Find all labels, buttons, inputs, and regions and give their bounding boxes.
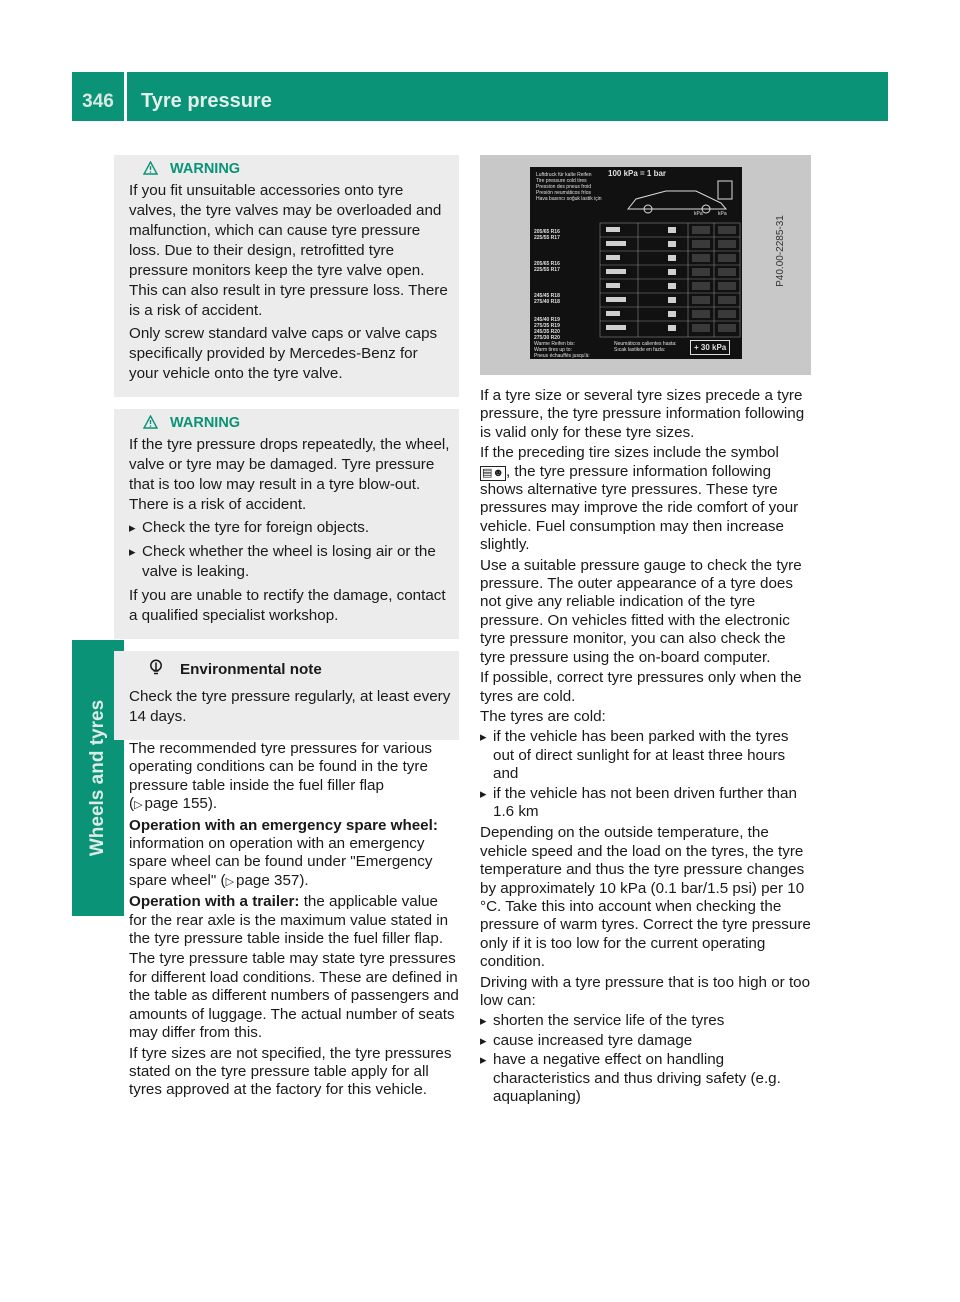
paragraph-text: information on operation with an emergency spare wheel can be found under "Emergency spare wheel" ( [129, 835, 433, 889]
environmental-note-heading-text: Environmental note [180, 661, 322, 678]
paragraph: If possible, correct tyre pressures only when the tyres are cold. [480, 669, 802, 705]
paragraph-label: Operation with a trailer: [129, 893, 300, 911]
cold-tyres-list [480, 728, 813, 821]
label-text-line: Warm tires up to: [534, 347, 572, 353]
tyre-pressure-label-photo [480, 155, 811, 375]
label-warm-tyres [534, 341, 604, 359]
paragraph: The recommended tyre pressures for various operating conditions can be found in the tyre pressure table inside the fuel filler flap (▷ page 155). [129, 740, 433, 813]
label-tyre-size: 275/35 R19 [534, 323, 560, 329]
paragraph [129, 893, 459, 948]
image-reference-code: P40.00-2285-31 [775, 215, 786, 287]
paragraph-text: The recommended tyre pressures for various operating conditions can be found in the tyre pressure table inside the fuel filler flap [129, 740, 433, 794]
warning-triangle-icon [143, 413, 159, 437]
label-text-line: Hava basıncı soğuk lastik için [536, 196, 602, 202]
paragraph: The tyre pressure table may state tyre pressures for different load conditions. These are defined in the table as different numbers of passengers and amounts of luggage. The actual number of seats may differ from this. [129, 950, 459, 1042]
label-unit: kPa [694, 211, 703, 217]
warning-bullet-list [129, 518, 451, 582]
label-tyre-size: 225/55 R17 [534, 235, 560, 241]
paragraph [480, 444, 813, 554]
warning-heading-text: WARNING [170, 161, 241, 177]
list-item: ▸ cause increased tyre damage [480, 1032, 813, 1050]
right-body-text [480, 387, 813, 1106]
label-text-line: Warme Reifen bis: [534, 341, 575, 347]
environmental-note-panel [114, 651, 459, 740]
label-tyre-size: 205/65 R16 [534, 229, 560, 235]
label-tyre-size: 275/40 R18 [534, 299, 560, 305]
warning-triangle-icon [143, 159, 159, 183]
label-tyre-size: 245/45 R18 [534, 293, 560, 299]
warning-text: Only screw standard valve caps or valve caps specifically provided by Mercedes-Benz for your vehicle onto the tyre valve. [129, 325, 438, 382]
paragraph: The tyres are cold: [480, 707, 606, 725]
list-item: ▸ if the vehicle has been parked with the tyres out of direct sunlight for at least three hours and [480, 728, 813, 783]
list-item: ▸ shorten the service life of the tyres [480, 1012, 813, 1030]
page-reference-arrow-icon: ▷ [225, 875, 235, 888]
paragraph-text: the applicable value for the rear axle is the maximum value stated in the tyre pressure table inside the fuel filler flap. [129, 893, 449, 948]
environmental-note-text: Check the tyre pressure regularly, at least every 14 days. [129, 688, 451, 725]
warning-text: If you are unable to rectify the damage, contact a qualified specialist workshop. [129, 587, 446, 624]
paragraph-text: , the tyre pressure information following shows alternative tyre pressures. These tyre pressures may improve the ride comfort of your vehicle. Fuel consumption may then increase slightly. [480, 462, 799, 554]
warning-heading [129, 411, 451, 435]
label-text-line: Pneus échauffés jusqu'à: [534, 353, 590, 359]
paragraph-label: Operation with an emergency spare wheel: [129, 816, 438, 834]
label-conversion: 100 kPa = 1 bar [608, 169, 667, 178]
list-item: ▸ have a negative effect on handling characteristics and thus driving safety (e.g. aquaplaning) [480, 1051, 813, 1106]
left-body-text [129, 740, 459, 1100]
page-reference-arrow-icon: ▷ [134, 799, 143, 812]
list-item: ▸ Check the tyre for foreign objects. [129, 518, 451, 538]
label-warm-tyres-alt [614, 341, 694, 353]
paragraph: If tyre sizes are not specified, the tyre pressures stated on the tyre pressure table apply for all tyres approved at the factory for this vehicle. [129, 1044, 452, 1099]
warning-text: If you fit unsuitable accessories onto tyre valves, the tyre valves may be overloaded and malfunction, which can cause tyre pressure loss. Due to their design, retrofitted tyre pressure monitors keep the tyre valve open. This can also result in tyre pressure loss. There is a risk of accident. [129, 182, 448, 319]
alternative-pressure-symbol-icon: ▤☻ [482, 466, 504, 479]
page-number: 346 [82, 91, 114, 112]
paragraph: Depending on the outside temperature, the vehicle speed and the load on the tyres, the tyre temperature and thus the tyre pressure changes by approximately 10 kPa (0.1 bar/1.5 psi) per 10 °C. Take this into account when checking the pressure of warm tyres. Correct the tyre pressure only if it is too low for the current operating condition. [480, 824, 811, 971]
label-languages [536, 172, 606, 202]
label-tyre-size: 225/55 R17 [534, 267, 560, 273]
paragraph: If a tyre size or several tyre sizes precede a tyre pressure, the tyre pressure information following is valid only for these tyre sizes. [480, 387, 805, 441]
warning-heading [129, 157, 451, 181]
label-warm-value: + 30 kPa [690, 340, 730, 355]
car-silhouette-icon [626, 179, 736, 214]
label-tyre-size: 275/30 R20 [534, 335, 560, 341]
page-reference-link[interactable]: page 155). [144, 795, 218, 813]
paragraph: Driving with a tyre pressure that is too high or too low can: [480, 973, 811, 1009]
list-item: ▸ if the vehicle has not been driven further than 1.6 km [480, 785, 813, 822]
label-unit: kPa [718, 211, 727, 217]
label-tyre-size: 245/35 R20 [534, 329, 560, 335]
paragraph-text: If the preceding tire sizes include the symbol [480, 444, 779, 462]
label-text-line: Tire pressure cold tires [536, 178, 587, 184]
label-tyre-size: 245/40 R19 [534, 317, 560, 323]
label-text-line: Presión neumáticos fríos [536, 190, 592, 196]
warning-panel-valves [114, 155, 459, 397]
warning-panel-pressure-drop [114, 409, 459, 639]
page-title: Tyre pressure [141, 90, 272, 112]
tyre-pressure-table-image [530, 167, 742, 359]
label-tyre-size: 205/65 R16 [534, 261, 560, 267]
label-text-line: Pression des pneus froid [536, 184, 592, 190]
paragraph [129, 817, 459, 892]
label-text-line: Neumáticos calientes hasta: [614, 341, 677, 347]
label-text-line: Sıcak lastikde en fazla: [614, 347, 666, 353]
label-table-grid [530, 219, 742, 339]
pressure-effects-list [480, 1012, 813, 1106]
page-reference-link[interactable]: page 357). [236, 871, 309, 889]
label-text-line: Luftdruck für kalte Reifen [536, 172, 592, 178]
paragraph: Use a suitable pressure gauge to check the tyre pressure. The outer appearance of a tyre does not give any reliable indication of the tyre pressure. On vehicles fitted with the electronic tyre pressure monitor, you can also check the tyre pressure using the on-board computer. [480, 556, 802, 666]
environmental-note-heading [129, 653, 451, 687]
section-tab-label: Wheels and tyres [87, 699, 108, 857]
header-divider [124, 72, 127, 121]
right-column [480, 155, 813, 1109]
list-item: ▸ Check whether the wheel is losing air or the valve is leaking. [129, 542, 451, 582]
warning-heading-text: WARNING [170, 415, 241, 431]
left-column [114, 155, 459, 1102]
warning-text: If the tyre pressure drops repeatedly, the wheel, valve or tyre may be damaged. Tyre pressure that is too low may result in a tyre blow-out. There is a risk of accident. [129, 436, 450, 513]
lightbulb-icon [149, 656, 165, 690]
